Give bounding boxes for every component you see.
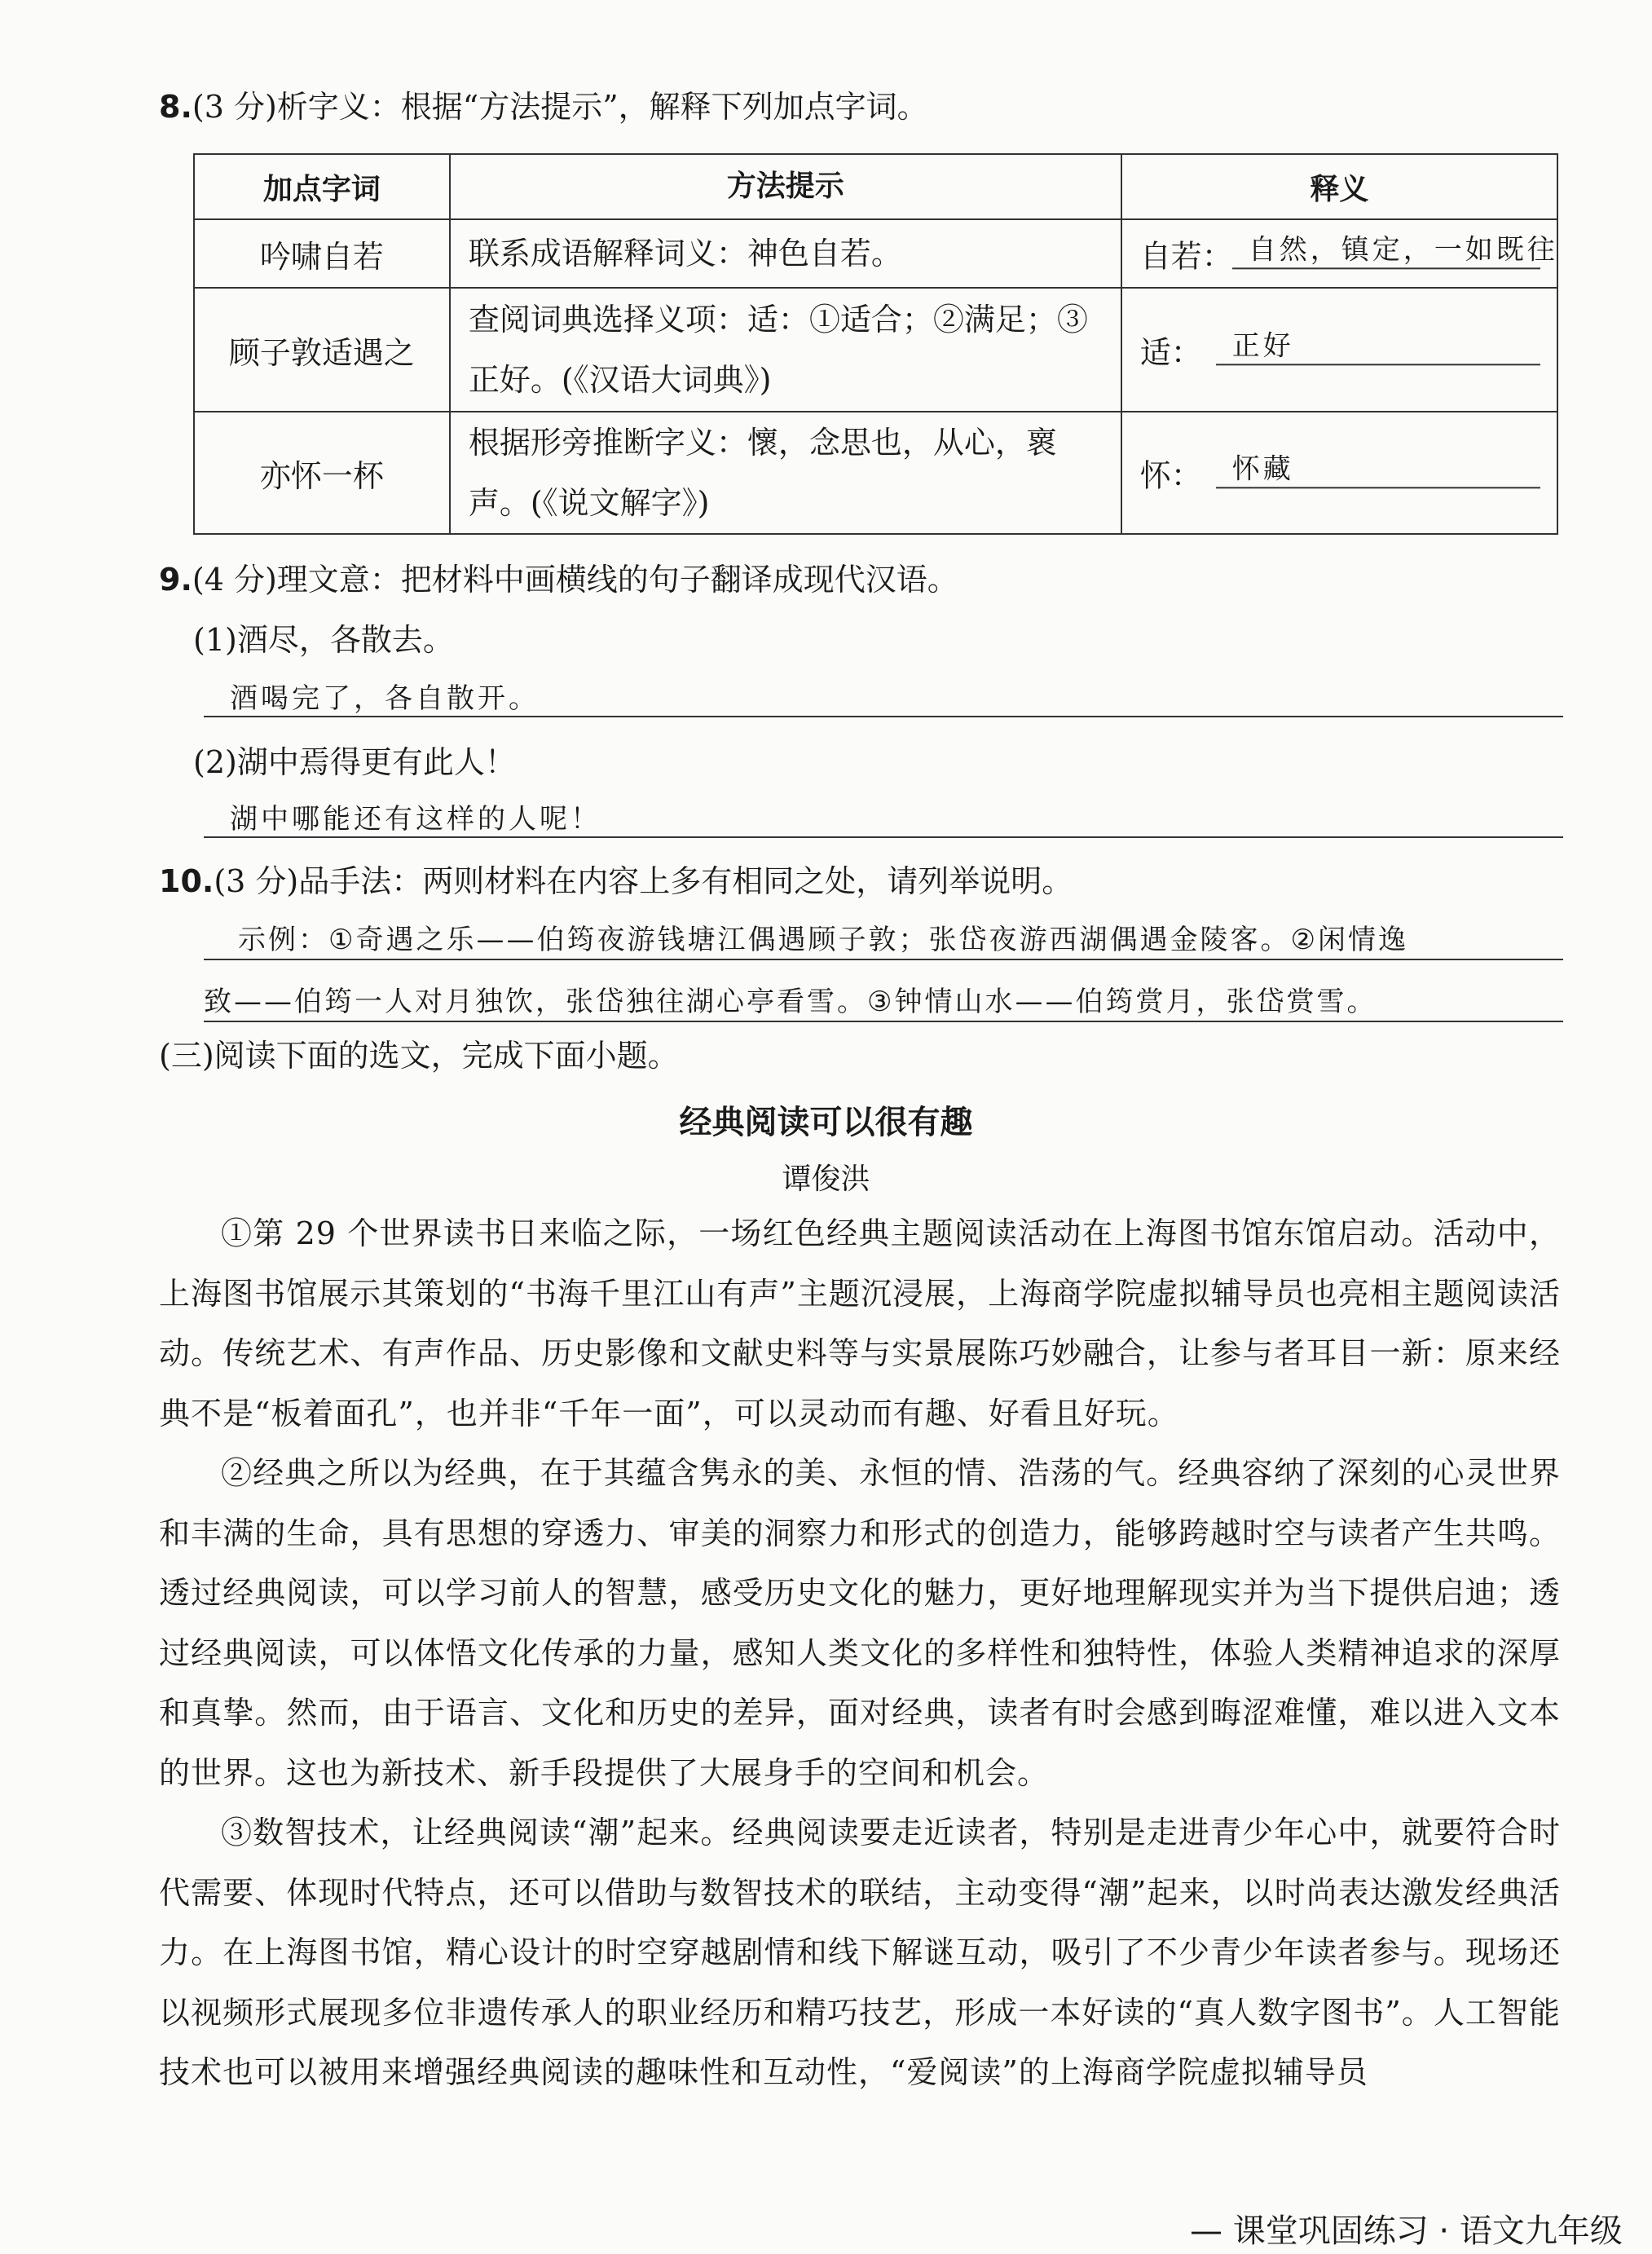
q10-answer-line-1[interactable]: 示例：①奇遇之乐——伯筠夜游钱塘江偶遇顾子敦；张岱夜游西湖偶遇金陵客。②闲情逸 — [238, 924, 1408, 956]
q9-heading — [159, 561, 958, 598]
meaning-label: 适： — [1139, 334, 1202, 371]
row-word: 顾子敦适遇之 — [194, 288, 450, 412]
q8-heading — [159, 88, 928, 126]
paragraph-2: ②经典之所以为经典，在于其蕴含隽永的美、永恒的情、浩荡的气。经典容纳了深刻的心灵世界和丰满的生命，具有思想的穿透力、审美的洞察力和形式的创造力，能够跨越时空与读者产生共鸣。透过经典阅读，可以学习前人的智慧，感受历史文化的魅力，更好地理解现实并为当下提供启迪；透过经典阅读，可以体悟文化传承的力量，感知人类文化的多样性和独特性，体验人类精神追求的深厚和真挚。然而，由于语言、文化和历史的差异，面对经典，读者有时会感到晦涩难懂，难以进入文本的世界。这也为新技术、新手段提供了大展身手的空间和机会。 — [159, 1455, 1561, 1791]
q8-text: (3 分)析字义：根据“方法提示”，解释下列加点字词。 — [192, 89, 928, 125]
q9-sentence-2: (2)湖中焉得更有此人！ — [193, 744, 516, 780]
q9-number: 9. — [159, 562, 192, 598]
article-title: 经典阅读可以很有趣 — [679, 1104, 973, 1141]
answer-underline — [204, 1021, 1563, 1022]
meaning-label: 自若： — [1139, 238, 1233, 275]
paragraph-3: ③数智技术，让经典阅读“潮”起来。经典阅读要走近读者，特别是走进青少年心中，就要符合时代需要、体现时代特点，还可以借助与数智技术的联结，主动变得“潮”起来，以时尚表达激发经典活力。在上海图书馆，精心设计的时空穿越剧情和线下解谜互动，吸引了不少青少年读者参与。现场还以视频形式展现多位非遗传承人的职业经历和精巧技艺，形成一本好读的“真人数字图书”。人工智能技术也可以被用来增强经典阅读的趣味性和互动性，“爱阅读”的上海商学院虚拟辅导员 — [159, 1815, 1561, 2090]
page-footer: — 课堂巩固练习 · 语文九年级 — [1190, 2212, 1623, 2250]
q9-answer-2[interactable]: 湖中哪能还有这样的人呢！ — [230, 803, 601, 836]
header-word: 加点字词 — [194, 154, 450, 219]
row-meaning — [1121, 412, 1557, 534]
table-row — [194, 412, 1557, 534]
answer-underline — [204, 716, 1563, 717]
row-hint: 联系成语解释词义：神色自若。 — [450, 219, 1121, 288]
q10-number: 10. — [159, 863, 214, 899]
q10-answer-line-2[interactable]: 致——伯筠一人对月独饮，张岱独往湖心亭看雪。③钟情山水——伯筠赏月，张岱赏雪。 — [204, 986, 1377, 1018]
row-hint: 查阅词典选择义项：适：①适合；②满足；③正好。(《汉语大词典》) — [450, 288, 1121, 412]
row-word: 吟啸自若 — [194, 219, 450, 288]
q8-number: 8. — [159, 89, 192, 125]
row-meaning — [1121, 288, 1557, 412]
vocab-table — [193, 153, 1558, 535]
paragraph-1: ①第 29 个世界读书日来临之际，一场红色经典主题阅读活动在上海图书馆东馆启动。活动中，上海图书馆展示其策划的“书海千里江山有声”主题沉浸展，上海商学院虚拟辅导员也亮相主题阅读活动。传统艺术、有声作品、历史影像和文献史料等与实景展陈巧妙融合，让参与者耳目一新：原来经典不是“板着面孔”，也并非“千年一面”，可以灵动而有趣、好看且好玩。 — [159, 1215, 1561, 1431]
row-hint: 根据形旁推断字义：懷，念思也，从心，褱声。(《说文解字》) — [450, 412, 1121, 534]
meaning-label: 怀： — [1139, 457, 1202, 494]
answer-underline — [204, 959, 1563, 960]
section-3-heading: (三)阅读下面的选文，完成下面小题。 — [159, 1038, 679, 1074]
q9-answer-1[interactable]: 酒喝完了，各自散开。 — [230, 682, 540, 715]
meaning-answer-field[interactable]: 自然，镇定，一如既往 — [1232, 232, 1540, 269]
q10-heading — [159, 862, 1073, 900]
row-word: 亦怀一杯 — [194, 412, 450, 534]
article-body — [159, 1204, 1561, 2103]
q9-text: (4 分)理文意：把材料中画横线的句子翻译成现代汉语。 — [192, 562, 958, 598]
q10-text: (3 分)品手法：两则材料在内容上多有相同之处，请列举说明。 — [214, 863, 1073, 899]
answer-underline — [204, 836, 1563, 838]
table-row — [194, 288, 1557, 412]
q9-sentence-1: (1)酒尽，各散去。 — [193, 622, 454, 658]
table-row — [194, 219, 1557, 288]
row-meaning — [1121, 219, 1557, 288]
header-meaning: 释义 — [1121, 154, 1557, 219]
meaning-answer-field[interactable]: 正好 — [1216, 328, 1540, 365]
table-header-row — [194, 154, 1557, 219]
article-author: 谭俊洪 — [782, 1162, 870, 1196]
meaning-answer-field[interactable]: 怀藏 — [1216, 451, 1540, 488]
header-hint: 方法提示 — [450, 154, 1121, 219]
